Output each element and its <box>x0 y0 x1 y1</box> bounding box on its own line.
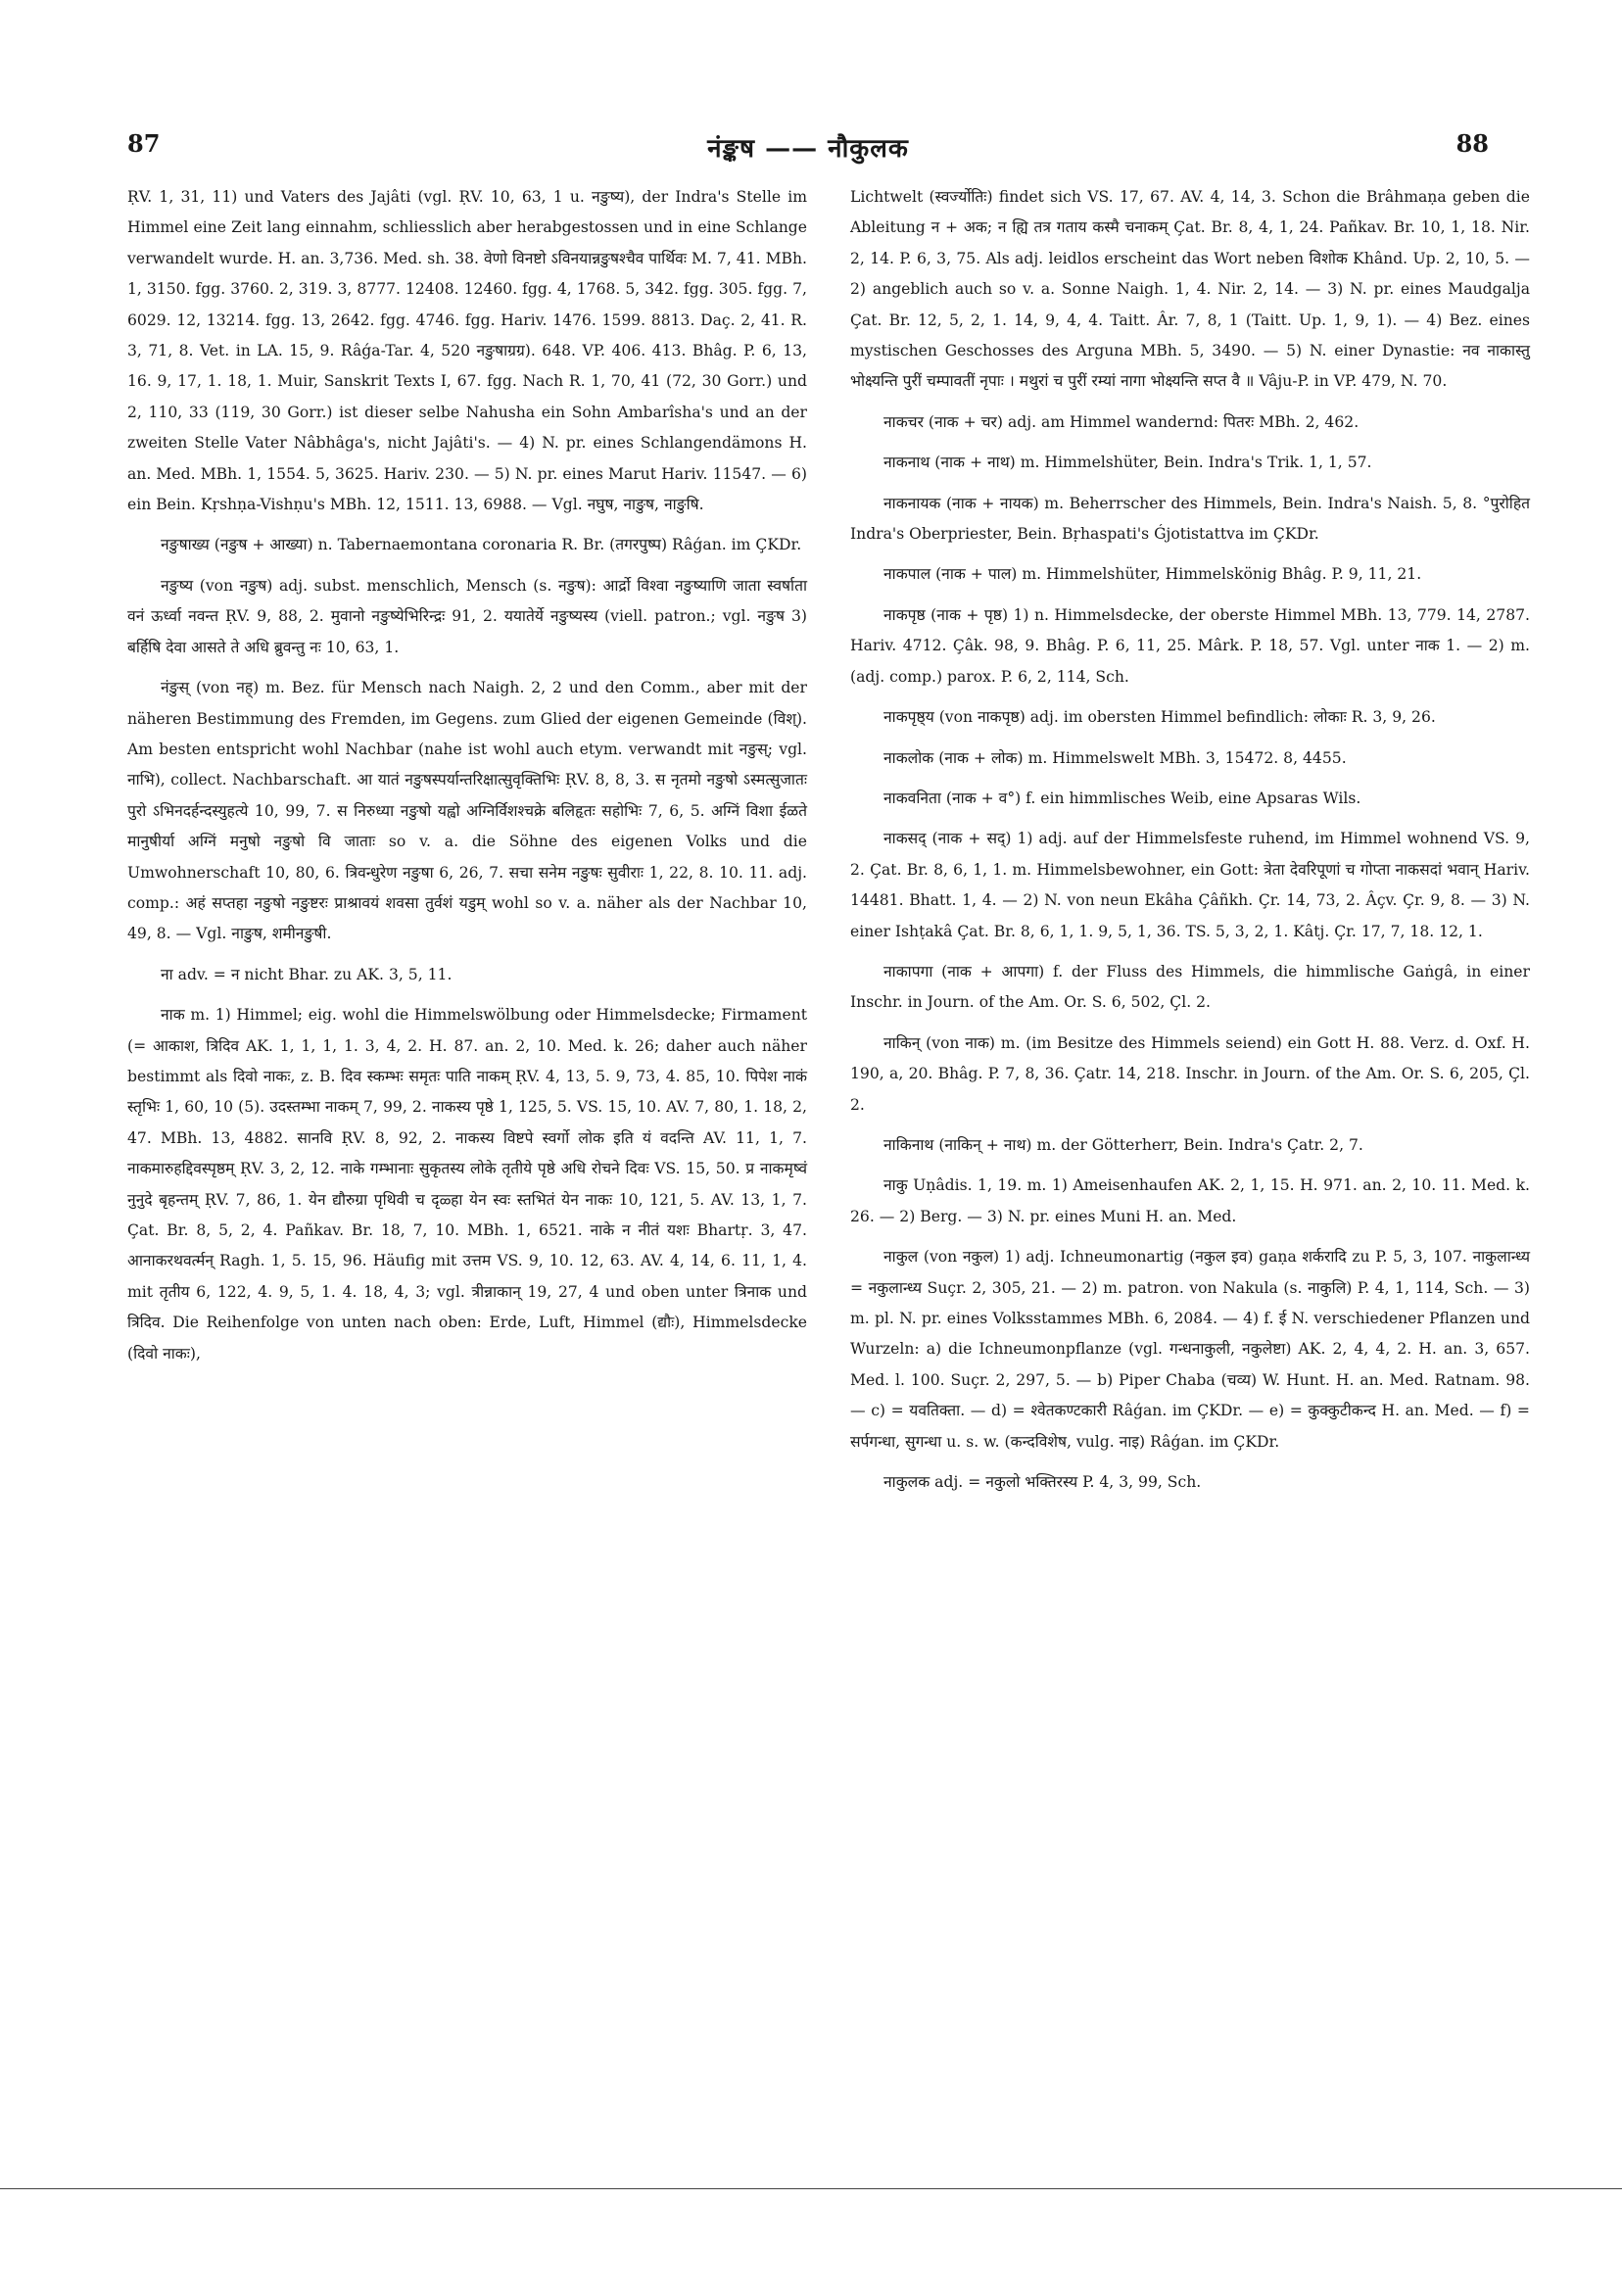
right-page-number: 88 <box>1455 129 1489 158</box>
dictionary-entry: ना adv. = न nicht Bhar. zu AK. 3, 5, 11. <box>161 965 453 983</box>
dictionary-entry: नाकवनिता (नाक + व°) f. ein himmlisches Weib, eine Apsaras Wils. <box>883 789 1361 807</box>
dictionary-entry: नाकपाल (नाक + पाल) m. Himmelshüter, Himmelskönig Bhâg. P. 9, 11, 21. <box>883 565 1422 584</box>
right-column <box>850 182 1530 1498</box>
left-page-number: 87 <box>127 129 161 158</box>
dictionary-entry: नाकसद् (नाक + सद्) 1) adj. auf der Himmelsfeste ruhend, im Himmel wohnend VS. 9, 2. Çat. Br. 8, 6, 1, 1. m. Himmelsbewohner, ein Gott: त्रेता देवरिपूणां च गोप्ता नाकसदां भवान् Hariv. 14481. Bhatt. 1, 4. — 2) N. von neun Ekâha Çâñkh. Çr. 14, 73, 2. Âçv. Çr. 9, 8. — 3) N. einer Ishṭakâ Çat. Br. 8, 6, 1, 1. 9, 5, 1, 36. TS. 5, 3, 2, 1. Kâtj. Çr. 17, 7, 18. 12, 1. <box>850 830 1530 940</box>
running-title: नंङ्कष —— नौकुलक <box>707 134 909 164</box>
entry-continuation: ṚV. 1, 31, 11) und Vaters des Jajâti (vgl. ṚV. 10, 63, 1 u. नङुष्य), der Indra's Stelle im Himmel eine Zeit lang einnahm, schliesslich aber herabgestossen und in eine Schlange verwandelt wurde. H. an. 3,736. Med. sh. 38. वेणो विनष्टो ऽविनयान्नङुषश्चैव पार्थिवः M. 7, 41. MBh. 1, 3150. fgg. 3760. 2, 319. 3, 8777. 12408. 12460. fgg. 4, 1768. 5, 342. fgg. 305. fgg. 7, 6029. 12, 13214. fgg. 13, 2642. fgg. 4746. fgg. Hariv. 1476. 1599. 8813. Daç. 2, 41. R. 3, 71, 8. Vet. in LA. 15, 9. Râǵa-Tar. 4, 520 नङुषाग्रग्र). 648. VP. 406. 413. Bhâg. P. 6, 13, 16. 9, 17, 1. 18, 1. Muir, Sanskrit Texts I, 67. fgg. Nach R. 1, 70, 41 (72, 30 Gorr.) und 2, 110, 33 (119, 30 Gorr.) ist dieser selbe Nahusha ein Sohn Ambarîsha's und an der zweiten Stelle Vater Nâbhâga's, nicht Jajâti's. — 4) N. pr. eines Schlangendämons H. an. Med. MBh. 1, 1554. 5, 3625. Hariv. 230. — 5) N. pr. eines Marut Hariv. 11547. — 6) ein Bein. Kṛshṇa-Vishṇu's MBh. 12, 1511. 13, 6988. — Vgl. नघुष, नाङुष, नाङुषि. <box>127 188 807 514</box>
left-column <box>127 182 807 1369</box>
dictionary-entry: नङुष्य (von नङुष) adj. subst. menschlich, Mensch (s. नङुष): आर्द्रो विश्वा नङुष्याणि जाता स्वर्षाता वनं ऊर्ध्वा नवन्त ṚV. 9, 88, 2. मुवानो नङुष्येभिरिन्द्रः 91, 2. ययातेर्ये नङुष्यस्य (viell. patron.; vgl. नङुष 3) बर्हिषि देवा आसते ते अधि ब्रुवन्तु नः 10, 63, 1. <box>127 576 807 656</box>
footer-rule <box>0 2188 1622 2189</box>
dictionary-entry: नाकुल (von नकुल) 1) adj. Ichneumonartig (नकुल इव) gaṇa शर्करादि zu P. 5, 3, 107. नाकुलान्ध्य = नकुलान्ध्य Suçr. 2, 305, 21. — 2) m. patron. von Nakula (s. नाकुलि) P. 4, 1, 114, Sch. — 3) m. pl. N. pr. eines Volksstammes MBh. 6, 2084. — 4) f. ई N. verschiedener Pflanzen und Wurzeln: a) die Ichneumonpflanze (vgl. गन्धनाकुली, नकुलेष्टा) AK. 2, 4, 4, 2. H. an. 3, 657. Med. l. 100. Suçr. 2, 297, 5. — b) Piper Chaba (चव्य) W. Hunt. H. an. Med. Ratnam. 98. — c) = यवतिक्ता. — d) = श्वेतकण्टकारी Râǵan. im ÇKDr. — e) = कुक्कुटीकन्द H. an. Med. — f) = सर्पगन्धा, सुगन्धा u. s. w. (कन्दविशेष, vulg. नाइ) Râǵan. im ÇKDr. <box>850 1248 1530 1451</box>
dictionary-entry: नाकुलक adj. = नकुलो भक्तिरस्य P. 4, 3, 99, Sch. <box>883 1473 1202 1492</box>
dictionary-entry: नंङुस् (von नह्) m. Bez. für Mensch nach Naigh. 2, 2 und den Comm., aber mit der näheren Bestimmung des Fremden, im Gegens. zum Glied der eigenen Gemeinde (विश्). Am besten entspricht wohl Nachbar (nahe ist wohl auch etym. verwandt mit नङुस्; vgl. नाभि), collect. Nachbarschaft. आ यातं नङुषस्पर्यान्तरिक्षात्सुवृक्तिभिः ṚV. 8, 8, 3. स नृतमो नङुषो ऽस्मत्सुजातः पुरो ऽभिनदर्हन्दस्युहत्ये 10, 99, 7. स निरुध्या नङुषो यह्वो अग्निर्विशश्चक्रे बलिहृतः सहोभिः 7, 6, 5. अग्निं विशा ईळते मानुषीर्या अग्निं मनुषो नङुषो वि जाताः so v. a. die Söhne des eigenen Volks und die Umwohnerschaft 10, 80, 6. त्रिवन्धुरेण नङुषा 6, 26, 7. सचा सनेम नङुषः सुवीराः 1, 22, 8. 10. 11. adj. comp.: अहं सप्तहा नङुषो नङुष्टरः प्राश्रावयं शवसा तुर्वशं यडुम् wohl so v. a. näher als der Nachbar 10, 49, 8. — Vgl. नाङुष, शमीनङुषी. <box>127 679 807 943</box>
dictionary-entry: नङुषाख्य (नङुष + आख्या) n. Tabernaemontana coronaria R. Br. (तगरपुष्प) Râǵan. im ÇKDr. <box>161 536 802 554</box>
dictionary-entry: नाकलोक (नाक + लोक) m. Himmelswelt MBh. 3, 15472. 8, 4455. <box>883 748 1347 767</box>
dictionary-entry: नाक m. 1) Himmel; eig. wohl die Himmelswölbung oder Himmelsdecke; Firmament (= आकाश, त्रिदिव AK. 1, 1, 1, 1. 3, 4, 2. H. 87. an. 2, 10. Med. k. 26; daher auch näher bestimmt als दिवो नाकः, z. B. दिव स्कम्भः समृतः पाति नाकम् ṚV. 4, 13, 5. 9, 73, 4. 85, 10. पिपेश नाकं स्तृभिः 1, 60, 10 (5). उदस्तम्भा नाकम् 7, 99, 2. नाकस्य पृष्ठे 1, 125, 5. VS. 15, 10. AV. 7, 80, 1. 18, 2, 47. MBh. 13, 4882. सानवि ṚV. 8, 92, 2. नाकस्य विष्टपे स्वर्गो लोक इति यं वदन्ति AV. 11, 1, 7. नाकमारुहद्दिवस्पृष्ठम् ṚV. 3, 2, 12. नाके गम्भानाः सुकृतस्य लोके तृतीये पृष्ठे अधि रोचने दिवः VS. 15, 50. प्र नाकमृष्वं नुनुदे बृहन्तम् ṚV. 7, 86, 1. येन द्यौरुग्रा पृथिवी च दृळ्हा येन स्वः स्तभितं येन नाकः 10, 121, 5. AV. 13, 1, 7. Çat. Br. 8, 5, 2, 4. Pañkav. Br. 18, 7, 10. MBh. 1, 6521. नाके न नीतं यशः Bhartṛ. 3, 47. आनाकरथवर्त्मन् Ragh. 1, 5. 15, 96. Häufig mit उत्तम VS. 9, 10. 12, 63. AV. 4, 14, 6. 11, 1, 4. mit तृतीय 6, 122, 4. 9, 5, 1. 4. 18, 4, 3; vgl. त्रीन्नाकान् 19, 27, 4 und oben unter त्रिनाक und त्रिदिव. Die Reihenfolge von unten nach oben: Erde, Luft, Himmel (द्यौः), Himmelsdecke (दिवो नाकः), <box>127 1006 807 1363</box>
dictionary-entry: नाकिनाथ (नाकिन् + नाथ) m. der Götterherr, Bein. Indra's Çatr. 2, 7. <box>883 1135 1363 1154</box>
dictionary-entry: नाकु Uṇâdis. 1, 19. m. 1) Ameisenhaufen AK. 2, 1, 15. H. 971. an. 2, 10. 11. Med. k. 26. — 2) Berg. — 3) N. pr. eines Muni H. an. Med. <box>850 1176 1530 1225</box>
dictionary-entry: नाकचर (नाक + चर) adj. am Himmel wandernd: पितरः MBh. 2, 462. <box>883 412 1360 431</box>
entry-continuation: Lichtwelt (स्वर्ज्योतिः) findet sich VS. 17, 67. AV. 4, 14, 3. Schon die Brâhmaṇa geben die Ableitung न + अक; न ह्यि तत्र गताय कस्मै चनाकम् Çat. Br. 8, 4, 1, 24. Pañkav. Br. 10, 1, 18. Nir. 2, 14. P. 6, 3, 75. Als adj. leidlos erscheint das Wort neben विशोक Khând. Up. 2, 10, 5. — 2) angeblich auch so v. a. Sonne Naigh. 1, 4. Nir. 2, 14. — 3) N. pr. eines Maudgalja Çat. Br. 12, 5, 2, 1. 14, 9, 4, 4. Taitt. Âr. 7, 8, 1 (Taitt. Up. 1, 9, 1). — 4) Bez. eines mystischen Geschosses des Arguna MBh. 5, 3490. — 5) N. einer Dynastie: नव नाकास्तु भोक्ष्यन्ति पुरीं चम्पावतीं नृपाः । मथुरां च पुरीं रम्यां नागा भोक्ष्यन्ति सप्त वै ॥ Vâju-P. in VP. 479, N. 70. <box>850 188 1530 391</box>
dictionary-entry: नाकिन् (von नाक) m. (im Besitze des Himmels seiend) ein Gott H. 88. Verz. d. Oxf. H. 190, a, 20. Bhâg. P. 7, 8, 36. Çatr. 14, 218. Inschr. in Journ. of the Am. Or. S. 6, 205, Çl. 2. <box>850 1033 1530 1114</box>
dictionary-entry: नाकनायक (नाक + नायक) m. Beherrscher des Himmels, Bein. Indra's Naish. 5, 8. °पुरोहित Indra's Oberpriester, Bein. Bṛhaspati's Ǵjotistattva im ÇKDr. <box>850 494 1530 544</box>
dictionary-entry: नाकापगा (नाक + आपगा) f. der Fluss des Himmels, die himmlische Gaṅgâ, in einer Inschr. in Journ. of the Am. Or. S. 6, 502, Çl. 2. <box>850 962 1530 1012</box>
dictionary-entry: नाकपृष्ठ्य (von नाकपृष्ठ) adj. im obersten Himmel befindlich: लोकाः R. 3, 9, 26. <box>883 708 1436 727</box>
page-header <box>127 129 1489 168</box>
dictionary-entry: नाकनाथ (नाक + नाथ) m. Himmelshüter, Bein. Indra's Trik. 1, 1, 57. <box>883 454 1372 472</box>
dictionary-entry: नाकपृष्ठ (नाक + पृष्ठ) 1) n. Himmelsdecke, der oberste Himmel MBh. 13, 779. 14, 2787. Hariv. 4712. Çâk. 98, 9. Bhâg. P. 6, 11, 25. Mârk. P. 18, 57. Vgl. unter नाक 1. — 2) m. (adj. comp.) parox. P. 6, 2, 114, Sch. <box>850 605 1530 686</box>
